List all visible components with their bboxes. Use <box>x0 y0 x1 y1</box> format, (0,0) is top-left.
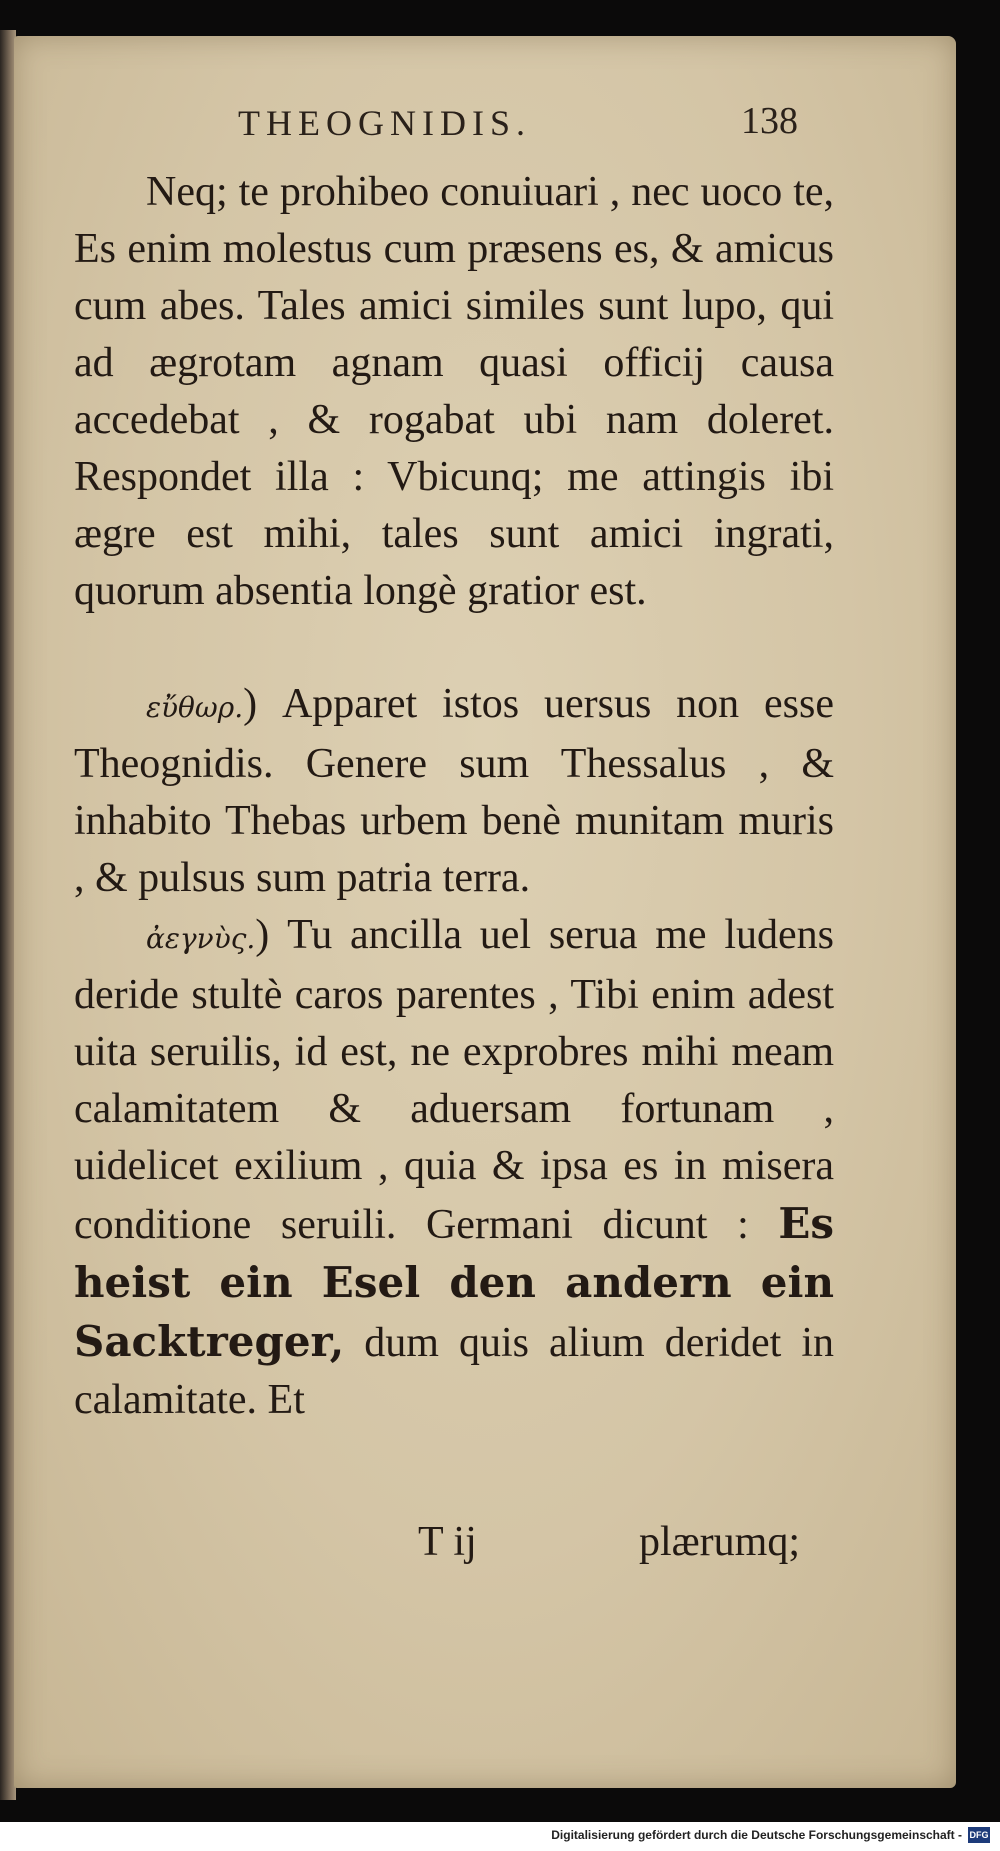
book-page <box>14 36 956 1788</box>
paragraph-3 <box>74 907 834 1429</box>
catchline <box>74 1518 834 1578</box>
funding-credit: Digitalisierung gefördert durch die Deutsche Forschungsgemeinschaft - <box>551 1828 962 1842</box>
dfg-logo: DFG <box>968 1827 990 1843</box>
paragraph-1 <box>74 164 834 620</box>
paragraph-2 <box>74 676 834 907</box>
paragraph-3-text: ) Tu ancilla uel serua me ludens deride stultè caros parentes , Tibi enim adest uita seruilis, id est, ne exprobres mihi meam calamitatem & aduersam fortunam , uidelicet exilium , quia & ipsa es in misera conditione seruili. Germani dicunt : <box>74 912 834 1248</box>
greek-lemma: εὔθωρ. <box>146 691 244 724</box>
greek-lemma: ἀεγνὺς. <box>146 922 256 955</box>
paragraph-3-text-end: dum quis alium deridet in calamitate. Et <box>74 1320 834 1423</box>
catchword: plærumq; <box>639 1519 801 1565</box>
page-number: 138 <box>741 100 798 142</box>
german-proverb: Es heist ein Esel den andern ein Sacktreger, <box>74 1199 834 1366</box>
paragraph-2-text: ) Apparet istos uersus non esse Theognidis. Genere sum Thessalus , & inhabito Thebas urbem benè munitam muris , & pulsus sum patria terra. <box>74 681 834 901</box>
signature-mark: T ij <box>418 1519 477 1565</box>
paragraph-1-text: Neq; te prohibeo conuiuari , nec uoco te, Es enim molestus cum præsens es, & amicus cum abes. Tales amici similes sunt lupo, qui ad ægrotam agnam quasi officij causa accedebat , & rogabat ubi nam doleret. Respondet illa : Vbicunq; me attingis ibi ægre est mihi, tales sunt amici ingrati, quorum absentia longè gratior est. <box>74 169 834 614</box>
running-head: THEOGNIDIS. <box>238 103 531 143</box>
text-block <box>74 164 834 1429</box>
footer-bar <box>0 1822 1000 1851</box>
